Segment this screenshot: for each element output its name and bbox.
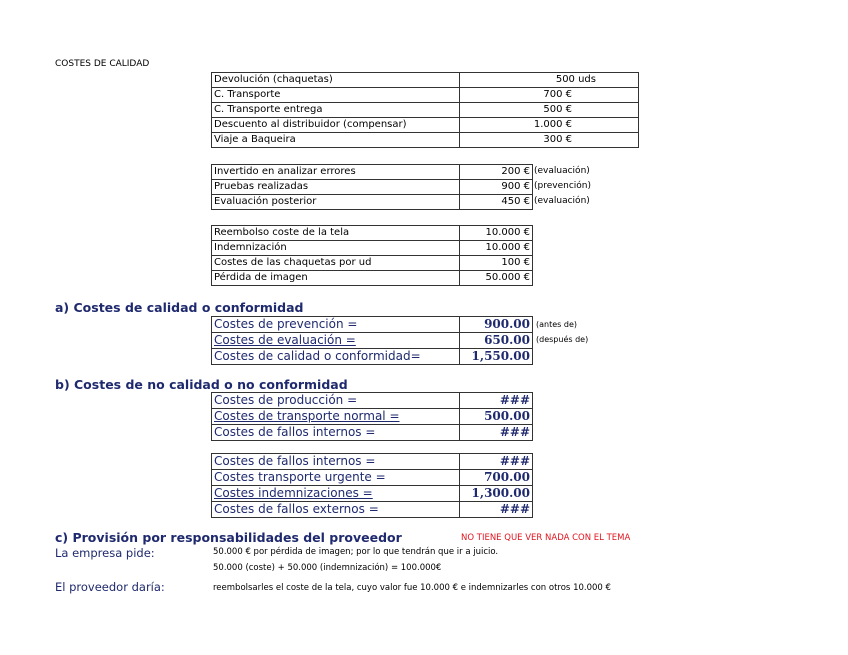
cell-value[interactable]: 900 € bbox=[460, 180, 533, 195]
cell-label[interactable]: Costes de producción = bbox=[212, 393, 460, 409]
cell-label[interactable]: C. Transporte bbox=[212, 88, 460, 103]
cell-value[interactable]: ### bbox=[460, 393, 533, 409]
company-label: La empresa pide: bbox=[55, 546, 155, 560]
cell-label[interactable]: Costes de calidad o conformidad= bbox=[212, 349, 460, 365]
cell-value[interactable]: 100 € bbox=[460, 256, 533, 271]
cell-value[interactable]: 200 € bbox=[460, 165, 533, 180]
table-row bbox=[212, 103, 639, 118]
company-line-1: 50.000 € por pérdida de imagen; por lo que tendrán que ir a juicio. bbox=[213, 547, 499, 557]
cell-label[interactable]: Devolución (chaquetas) bbox=[212, 73, 460, 88]
table-row bbox=[212, 470, 533, 486]
cell-value[interactable]: 1,550.00 bbox=[460, 349, 533, 365]
cell-label[interactable]: Costes de prevención = bbox=[212, 317, 460, 333]
table-row bbox=[212, 256, 533, 271]
cell-value[interactable]: 500.00 bbox=[460, 409, 533, 425]
table-evaluation bbox=[211, 164, 533, 210]
cell-label[interactable]: Costes de transporte normal = bbox=[212, 409, 460, 425]
cell-value[interactable]: 500 uds bbox=[460, 73, 639, 88]
table-row bbox=[212, 502, 533, 518]
note-prevencion: (prevención) bbox=[534, 181, 592, 191]
page-title: COSTES DE CALIDAD bbox=[55, 59, 150, 69]
cell-label[interactable]: Reembolso coste de la tela bbox=[212, 226, 460, 241]
table-row bbox=[212, 195, 533, 210]
table-row bbox=[212, 486, 533, 502]
cell-label[interactable]: Pruebas realizadas bbox=[212, 180, 460, 195]
cell-label[interactable]: Costes de fallos externos = bbox=[212, 502, 460, 518]
table-row bbox=[212, 349, 533, 365]
section-a-heading: a) Costes de calidad o conformidad bbox=[55, 300, 304, 315]
table-nonconformity-1 bbox=[211, 392, 533, 441]
cell-value[interactable]: 300 € bbox=[460, 133, 639, 148]
cell-label[interactable]: Invertido en analizar errores bbox=[212, 165, 460, 180]
table-refunds bbox=[211, 225, 533, 286]
table-row bbox=[212, 165, 533, 180]
table-row bbox=[212, 241, 533, 256]
cell-value[interactable]: 10.000 € bbox=[460, 226, 533, 241]
cell-value[interactable]: ### bbox=[460, 502, 533, 518]
cell-value[interactable]: 700.00 bbox=[460, 470, 533, 486]
section-c-heading: c) Provisión por responsabilidades del proveedor bbox=[55, 530, 402, 545]
cell-label[interactable]: Descuento al distribuidor (compensar) bbox=[212, 118, 460, 133]
table-items bbox=[211, 72, 639, 148]
table-conformity bbox=[211, 316, 533, 365]
cell-label[interactable]: Costes de fallos internos = bbox=[212, 454, 460, 470]
supplier-text: reembolsarles el coste de la tela, cuyo valor fue 10.000 € e indemnizarles con otros 10.000 € bbox=[213, 583, 611, 593]
supplier-label: El proveedor daría: bbox=[55, 580, 165, 594]
cell-value[interactable]: 1,300.00 bbox=[460, 486, 533, 502]
table-row bbox=[212, 454, 533, 470]
cell-value[interactable]: 1.000 € bbox=[460, 118, 639, 133]
table-row bbox=[212, 133, 639, 148]
table-row bbox=[212, 333, 533, 349]
section-b-heading: b) Costes de no calidad o no conformidad bbox=[55, 377, 348, 392]
table-row bbox=[212, 409, 533, 425]
cell-label[interactable]: Evaluación posterior bbox=[212, 195, 460, 210]
cell-label[interactable]: Costes de evaluación = bbox=[212, 333, 460, 349]
cell-label[interactable]: Costes indemnizaciones = bbox=[212, 486, 460, 502]
table-row bbox=[212, 317, 533, 333]
note-evaluacion: (evaluación) bbox=[534, 166, 590, 176]
cell-value[interactable]: 10.000 € bbox=[460, 241, 533, 256]
cell-label[interactable]: Costes de fallos internos = bbox=[212, 425, 460, 441]
cell-value[interactable]: 500 € bbox=[460, 103, 639, 118]
table-row bbox=[212, 271, 533, 286]
cell-value[interactable]: ### bbox=[460, 454, 533, 470]
table-row bbox=[212, 226, 533, 241]
table-row bbox=[212, 73, 639, 88]
table-row bbox=[212, 425, 533, 441]
cell-label[interactable]: Costes de las chaquetas por ud bbox=[212, 256, 460, 271]
warning-text: NO TIENE QUE VER NADA CON EL TEMA bbox=[461, 533, 631, 543]
cell-label[interactable]: Viaje a Baqueira bbox=[212, 133, 460, 148]
cell-value[interactable]: 650.00 bbox=[460, 333, 533, 349]
table-row bbox=[212, 118, 639, 133]
table-row bbox=[212, 88, 639, 103]
table-row bbox=[212, 180, 533, 195]
cell-value[interactable]: 450 € bbox=[460, 195, 533, 210]
cell-value[interactable]: 900.00 bbox=[460, 317, 533, 333]
cell-value[interactable]: 50.000 € bbox=[460, 271, 533, 286]
note-despues: (después de) bbox=[536, 335, 589, 344]
cell-value[interactable]: ### bbox=[460, 425, 533, 441]
cell-value[interactable]: 700 € bbox=[460, 88, 639, 103]
cell-label[interactable]: C. Transporte entrega bbox=[212, 103, 460, 118]
cell-label[interactable]: Pérdida de imagen bbox=[212, 271, 460, 286]
note-evaluacion-2: (evaluación) bbox=[534, 196, 590, 206]
note-antes: (antes de) bbox=[536, 320, 577, 329]
cell-label[interactable]: Costes transporte urgente = bbox=[212, 470, 460, 486]
company-line-2: 50.000 (coste) + 50.000 (indemnización) = 100.000€ bbox=[213, 563, 442, 573]
table-nonconformity-2 bbox=[211, 453, 533, 518]
table-row bbox=[212, 393, 533, 409]
cell-label[interactable]: Indemnización bbox=[212, 241, 460, 256]
